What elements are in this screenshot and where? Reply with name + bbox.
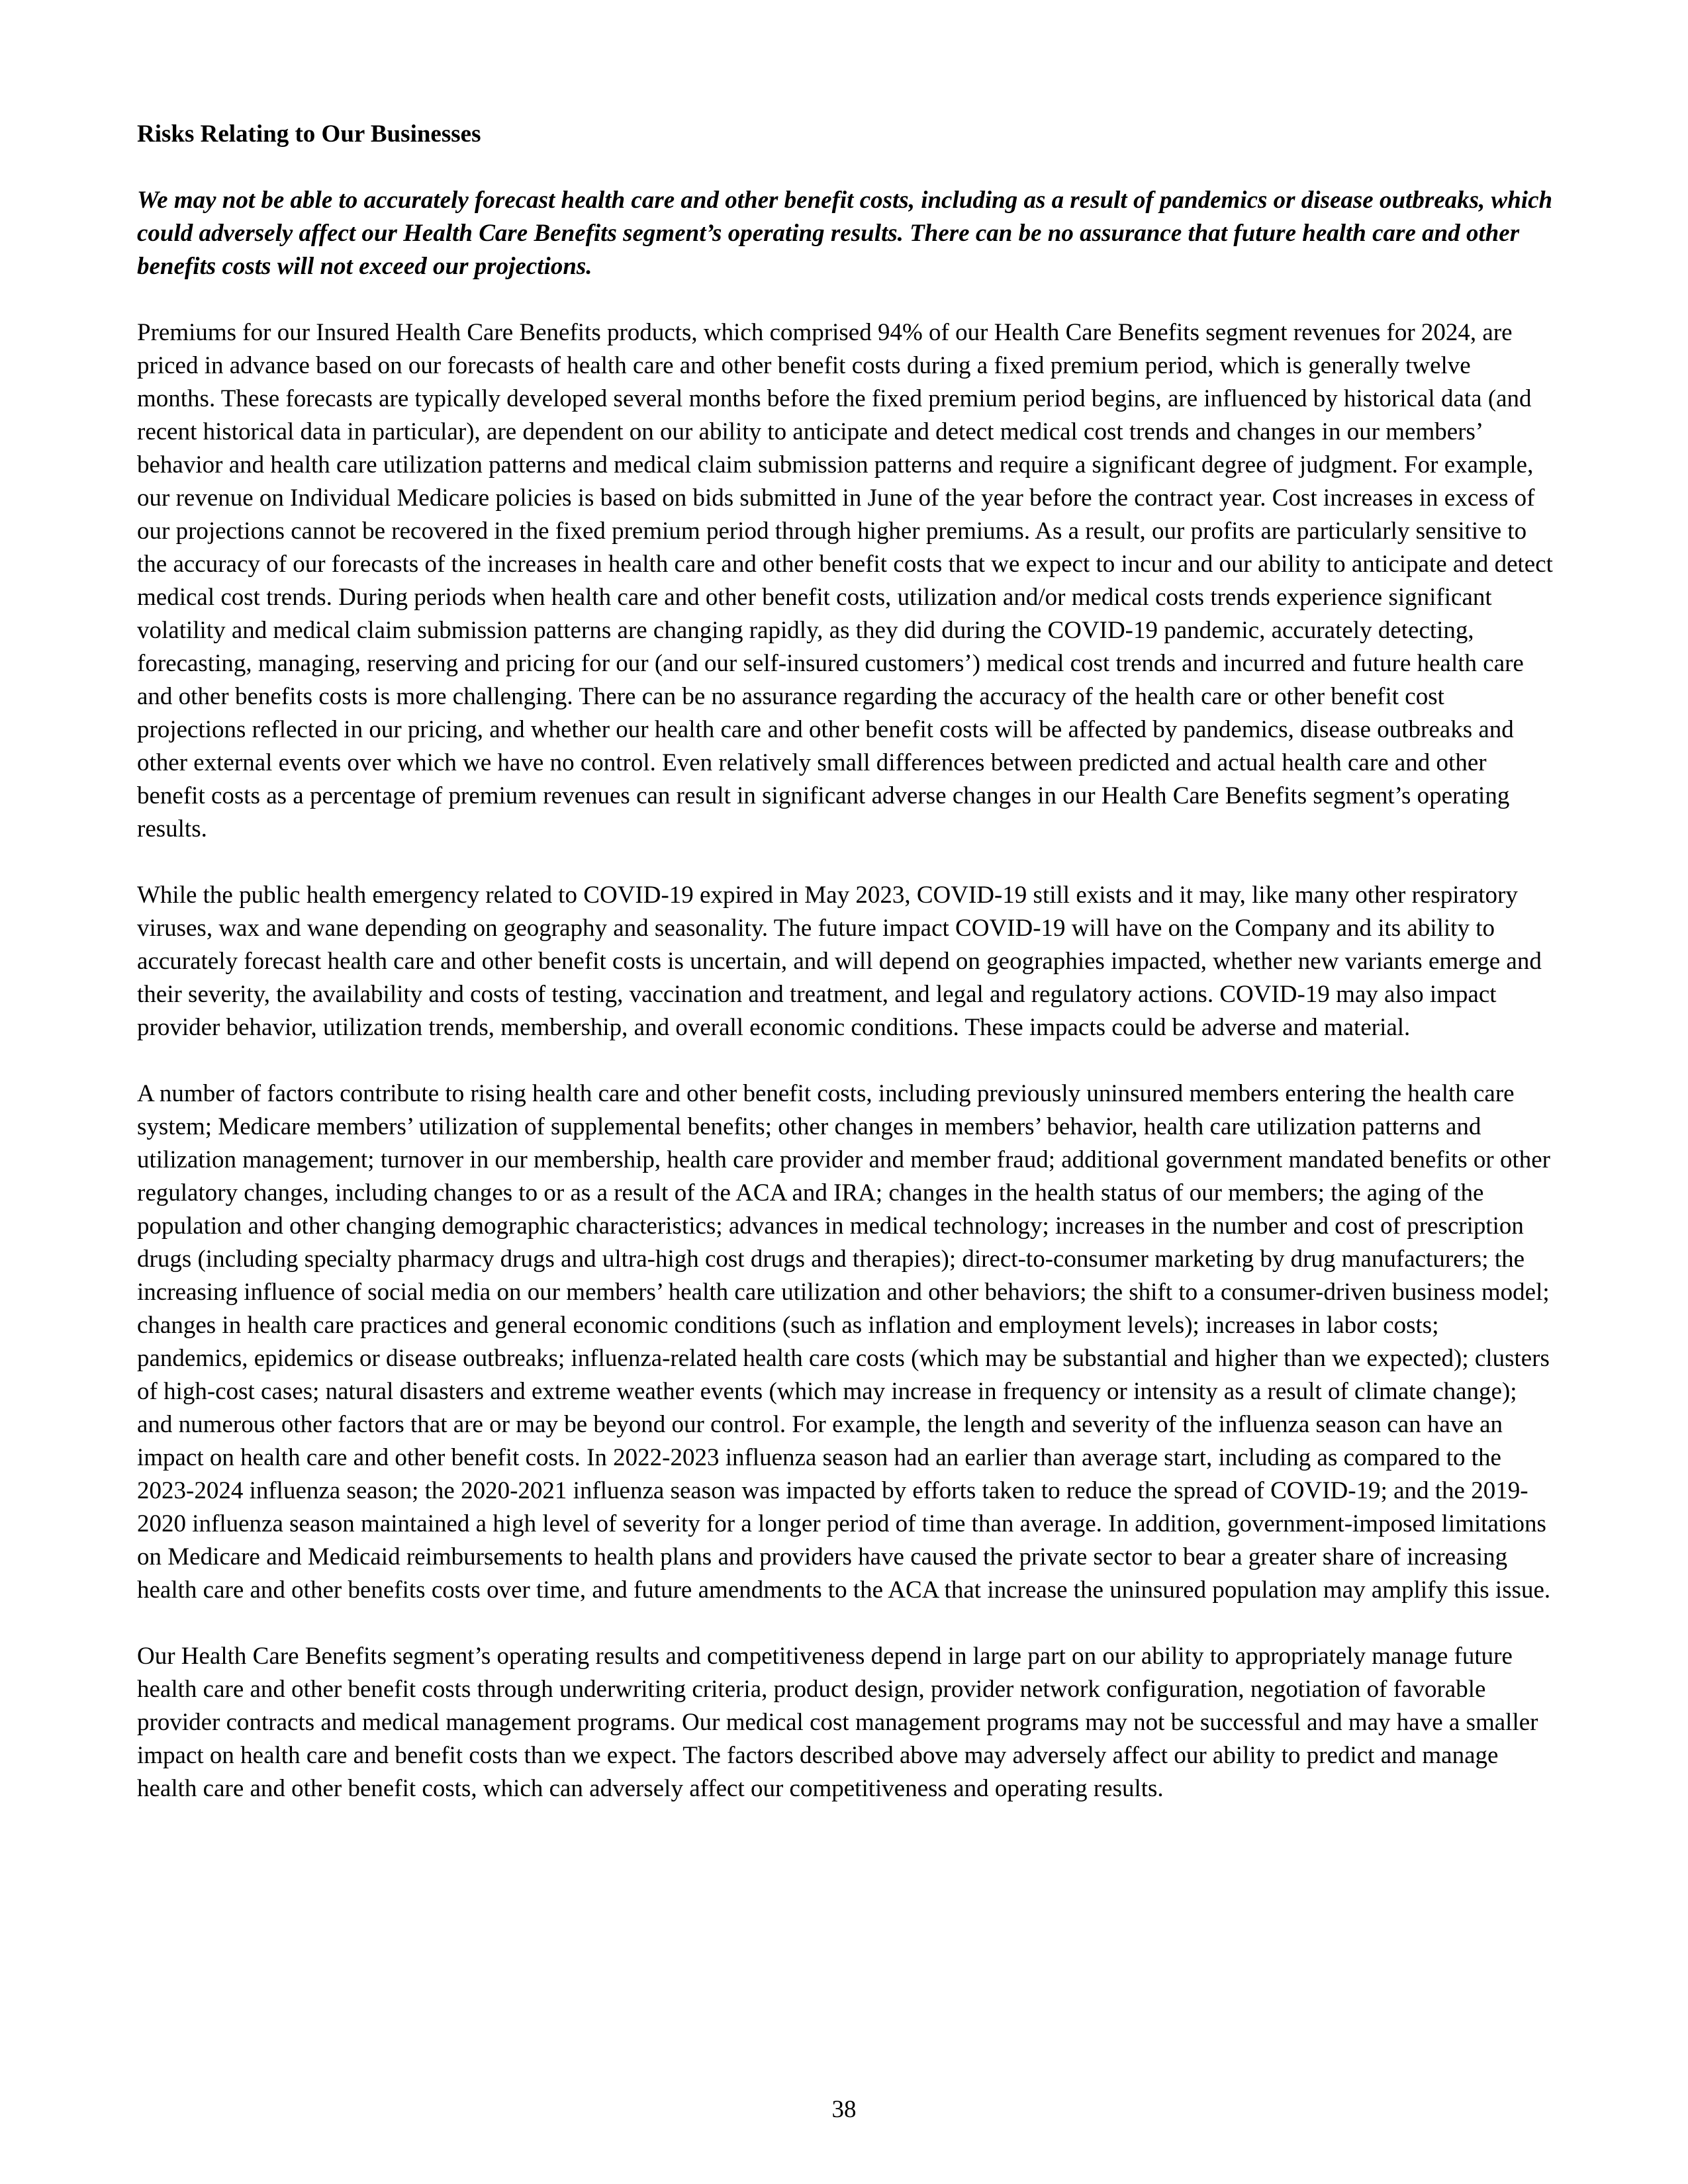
paragraph-premium-forecasting: Premiums for our Insured Health Care Benefits products, which comprised 94% of our Health Care Benefits segment revenues for 2024, are priced in advance based on our forecasts of health care and other benefit costs during a fixed premium period, which is generally twelve months. These forecasts are typically developed several months before the fixed premium period begins, are influenced by historical data (and recent historical data in particular), are dependent on our ability to anticipate and detect medical cost trends and changes in our members’ behavior and health care utilization patterns and medical claim submission patterns and require a significant degree of judgment. For example, our revenue on Individual Medicare policies is based on bids submitted in June of the year before the contract year. Cost increases in excess of our projections cannot be recovered in the fixed premium period through higher premiums. As a result, our profits are particularly sensitive to the accuracy of our forecasts of the increases in health care and other benefit costs that we expect to incur and our ability to anticipate and detect medical cost trends. During periods when health care and other benefit costs, utilization and/or medical costs trends experience significant volatility and medical claim submission patterns are changing rapidly, as they did during the COVID-19 pandemic, accurately detecting, forecasting, managing, reserving and pricing for our (and our self-insured customers’) medical cost trends and incurred and future health care and other benefits costs is more challenging. There can be no assurance regarding the accuracy of the health care or other benefit cost projections reflected in our pricing, and whether our health care and other benefit costs will be affected by pandemics, disease outbreaks and other external events over which we have no control. Even relatively small differences between predicted and actual health care and other benefit costs as a percentage of premium revenues can result in significant adverse changes in our Health Care Benefits segment’s operating results. — [137, 319, 1553, 842]
page-number: 38 — [831, 2096, 857, 2123]
risk-factor-title: We may not be able to accurately forecast health care and other benefit costs, including as a result of pandemics or disease outbreaks, which could adversely affect our Health Care Benefits segment’s operating results. There can be no assurance that future health care and other benefits costs will not exceed our projections. — [137, 187, 1553, 280]
paragraph-covid-impact: While the public health emergency related to COVID-19 expired in May 2023, COVID-19 still exists and it may, like many other respiratory viruses, wax and wane depending on geography and seasonality. The future impact COVID-19 will have on the Company and its ability to accurately forecast health care and other benefit costs is uncertain, and will depend on geographies impacted, whether new variants emerge and their severity, the availability and costs of testing, vaccination and treatment, and legal and regulatory actions. COVID-19 may also impact provider behavior, utilization trends, membership, and overall economic conditions. These impacts could be adverse and material. — [137, 882, 1542, 1041]
paragraph-cost-factors: A number of factors contribute to rising health care and other benefit costs, including previously uninsured members entering the health care system; Medicare members’ utilization of supplemental benefits; other changes in members’ behavior, health care utilization patterns and utilization management; turnover in our membership, health care provider and member fraud; additional government mandated benefits or other regulatory changes, including changes to or as a result of the ACA and IRA; changes in the health status of our members; the aging of the population and other changing demographic characteristics; advances in medical technology; increases in the number and cost of prescription drugs (including specialty pharmacy drugs and ultra-high cost drugs and therapies); direct-to-consumer marketing by drug manufacturers; the increasing influence of social media on our members’ health care utilization and other behaviors; the shift to a consumer-driven business model; changes in health care practices and general economic conditions (such as inflation and employment levels); increases in labor costs; pandemics, epidemics or disease outbreaks; influenza-related health care costs (which may be substantial and higher than we expected); clusters of high-cost cases; natural disasters and extreme weather events (which may increase in frequency or intensity as a result of climate change); and numerous other factors that are or may be beyond our control. For example, the length and severity of the influenza season can have an impact on health care and other benefit costs. In 2022-2023 influenza season had an earlier than average start, including as compared to the 2023-2024 influenza season; the 2020-2021 influenza season was impacted by efforts taken to reduce the spread of COVID-19; and the 2019-2020 influenza season maintained a high level of severity for a longer period of time than average. In addition, government-imposed limitations on Medicare and Medicaid reimbursements to health plans and providers have caused the private sector to bear a greater share of increasing health care and other benefits costs over time, and future amendments to the ACA that increase the uninsured population may amplify this issue. — [137, 1080, 1551, 1604]
section-heading: Risks Relating to Our Businesses — [137, 120, 481, 148]
document-page — [137, 118, 1554, 1839]
paragraph-cost-management: Our Health Care Benefits segment’s operating results and competitiveness depend in large part on our ability to appropriately manage future health care and other benefit costs through underwriting criteria, product design, provider network configuration, negotiation of favorable provider contracts and medical management programs. Our medical cost management programs may not be successful and may have a smaller impact on health care and benefit costs than we expect. The factors described above may adversely affect our ability to predict and manage health care and other benefit costs, which can adversely affect our competitiveness and operating results. — [137, 1643, 1538, 1802]
